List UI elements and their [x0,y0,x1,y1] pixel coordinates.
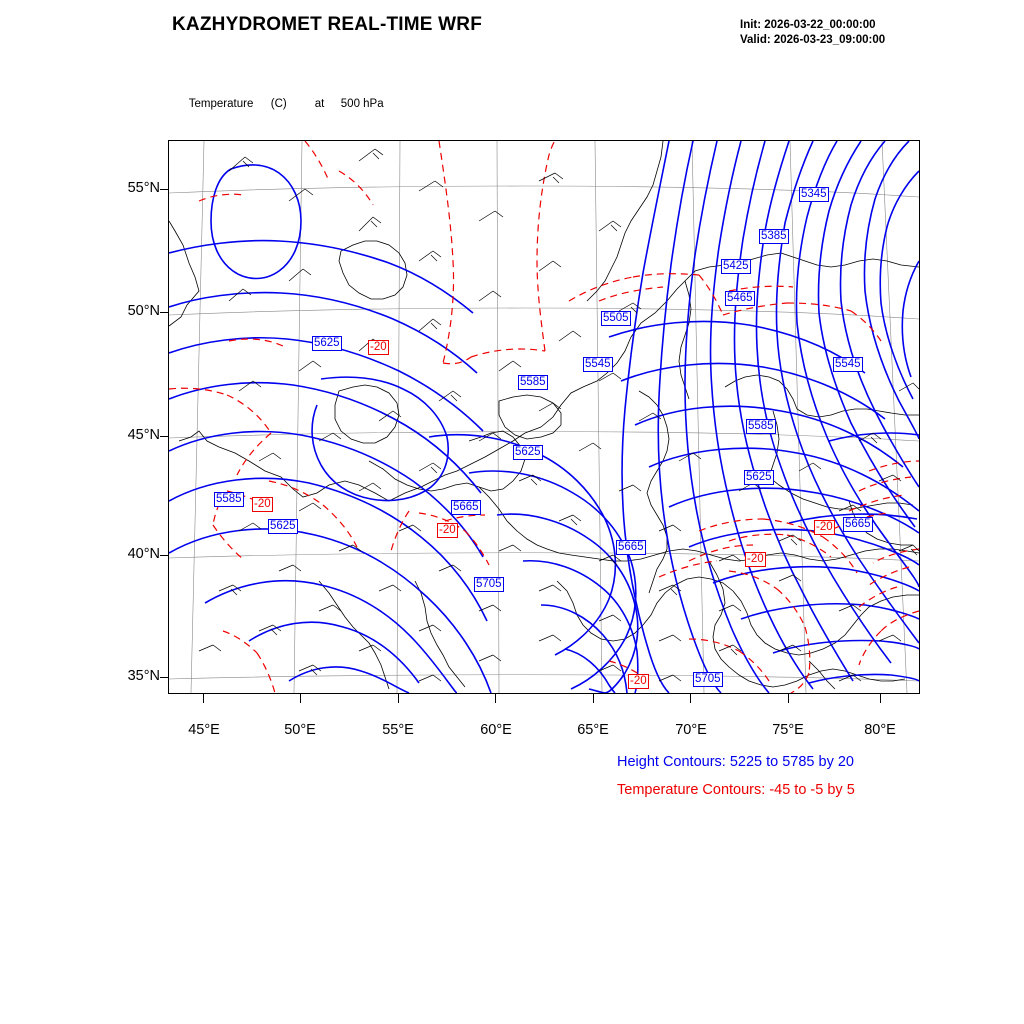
x-axis-tick [300,694,301,703]
contour-label: 5665 [845,518,871,530]
contour-label: 5345 [801,188,827,200]
y-tick-label: 35°N [127,668,160,684]
field-at: at [314,97,325,110]
contour-label: 5625 [270,520,296,532]
x-axis-tick [495,694,496,703]
contour-label: -20 [816,521,833,533]
contour-label: -20 [370,341,387,353]
field-unit: (C) [270,97,287,110]
x-tick-label: 65°E [577,722,609,738]
run-info [740,18,885,48]
x-tick-label: 60°E [480,722,512,738]
x-tick-label: 70°E [675,722,707,738]
contour-label: 5625 [314,337,340,349]
x-tick-label: 55°E [382,722,414,738]
field-row [176,82,384,126]
contour-label: 5665 [453,501,479,513]
contour-label: 5585 [748,420,774,432]
x-axis-tick [398,694,399,703]
height-contours [169,141,919,693]
coastlines-borders [169,141,919,689]
contour-label: 5585 [520,376,546,388]
contour-label: 5625 [515,446,541,458]
legend-temperature-contours: Temperature Contours: -45 to -5 by 5 [617,782,855,798]
x-tick-label: 45°E [188,722,220,738]
x-axis-tick [880,694,881,703]
page-title: KAZHYDROMET REAL-TIME WRF [172,14,483,35]
contour-label: 5385 [761,230,787,242]
field-level: 500 hPa [340,97,384,110]
y-tick-label: 45°N [127,427,160,443]
contour-map [169,141,919,693]
y-tick-label: 55°N [127,180,160,196]
contour-label: -20 [747,553,764,565]
init-time: Init: 2026-03-22_00:00:00 [740,19,876,31]
wind-barbs [199,149,919,681]
x-axis-tick [593,694,594,703]
contour-label: 5425 [723,260,749,272]
contour-label: -20 [630,675,647,687]
contour-label: 5705 [476,578,502,590]
contour-label: -20 [439,524,456,536]
contour-label: 5705 [695,673,721,685]
x-axis-tick [203,694,204,703]
x-axis-tick [690,694,691,703]
contour-label: 5585 [216,493,242,505]
y-tick-label: 40°N [127,546,160,562]
contour-label: 5545 [835,358,861,370]
contour-label: 5545 [585,358,611,370]
x-tick-label: 80°E [864,722,896,738]
valid-time: Valid: 2026-03-23_09:00:00 [740,34,886,46]
field-variable: Temperature [188,97,254,110]
legend-height-contours: Height Contours: 5225 to 5785 by 20 [617,754,854,770]
contour-label: 5625 [746,471,772,483]
contour-label: 5465 [727,292,753,304]
x-tick-label: 50°E [284,722,316,738]
contour-label: 5665 [618,541,644,553]
x-tick-label: 75°E [772,722,804,738]
contour-label: 5505 [603,312,629,324]
y-tick-label: 50°N [127,303,160,319]
map-plot-area[interactable] [168,140,920,694]
x-axis-tick [788,694,789,703]
contour-label: -20 [254,498,271,510]
